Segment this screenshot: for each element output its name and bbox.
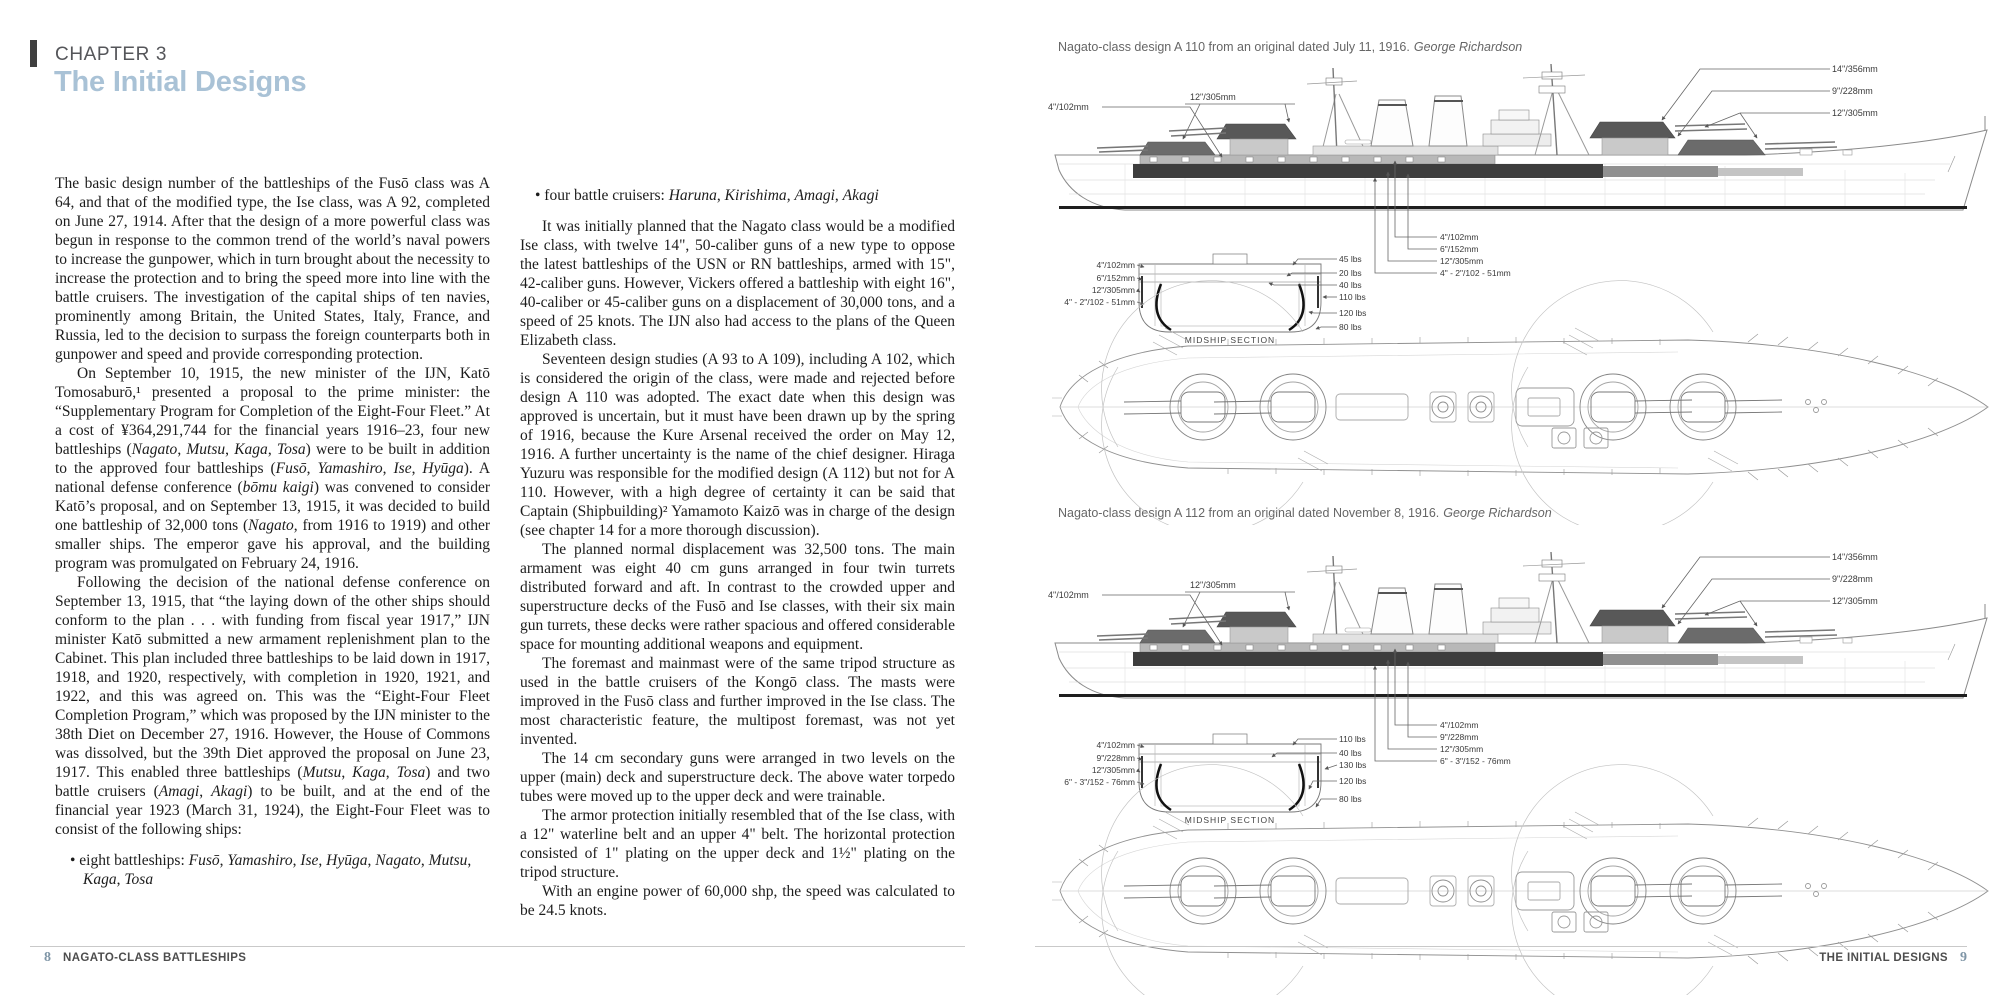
- paragraph: Following the decision of the national defense conference on September 13, 1915, that “the laying down of the other ships should conform to the plan . . . with funding from fiscal year 1917,” IJN minister Katō submitted a new armament replenishment plan to the Cabinet. This plan included three battleships to be laid down in 1917, 1918, and 1920, respectively, with completion in 1920, 1921, and 1922, and this was agreed on. This was the “Eight-Four Fleet Completion Program,” which was proposed by the IJN minister to the 38th Diet on December 27, 1916. However, the House of Commons was dissolved, but the 39th Diet approved the proposal on June 23, 1917. This enabled three battleships (Mutsu, Kaga, Tosa) and two battle cruisers (Amagi, Akagi) to be built, and at the end of the financial year 1923 (March 31, 1924), the Eight-Four Fleet was to consist of the following ships:: [55, 574, 491, 838]
- midship-section-caption: MIDSHIP SECTION: [1184, 335, 1276, 345]
- chapter-marker-bar: [30, 40, 37, 67]
- paragraph: With an engine power of 60,000 shp, the speed was calculated to be 24.5 knots.: [520, 883, 955, 919]
- paragraph: The armor protection initially resembled that of the Ise class, with a 12" waterline belt and an upper 4" belt. The horizontal protection consisted of 1" plating on the upper deck and 1½" plating on the tripod structure.: [520, 807, 955, 881]
- weight-label: 130 lbs: [1339, 760, 1367, 770]
- caption-credit: George Richardson: [1413, 40, 1523, 54]
- weight-label: 40 lbs: [1339, 280, 1362, 290]
- page-number: 8: [44, 950, 51, 965]
- midship-section-drawing: [1139, 734, 1321, 812]
- bullet-item: • four battle cruisers: Haruna, Kirishima, Amagi, Akagi: [535, 187, 879, 204]
- running-head: THE INITIAL DESIGNS: [1819, 952, 1948, 964]
- paragraph: The basic design number of the battleships of the Fusō class was A 64, and that of the modified type, the Ise class, was A 92, completed on June 27, 1914. After that the design of a more powerful class was begun in response to the common trend of the world’s naval powers to increase the gunpower, which in turn brought about the necessity to increase the protection and to bring the speed more into line with the battle cruisers. The investigation of the capital ships of ten navies, prominently among Britain, the United States, Italy, France, and Russia, led to the decision to surpass the foreign counterparts both in gunpower and speed and provide corresponding protection.: [55, 175, 490, 363]
- armor-label: 9"/228mm: [1832, 574, 1873, 584]
- paragraph: Seventeen design studies (A 93 to A 109), including A 102, which is considered the origin of the class, were made and rejected before design A 110 was adopted. The exact date when this design was approved is uncertain, but it must have been drawn up by the spring of 1916, because the Kure Arsenal received the order on May 12, 1916. A further uncertainty is the name of the chief designer. Hiraga Yuzuru was responsible for the modified design (A 112) but not for A 110. However, with a high degree of certainty it can be said that Captain (Shipbuilding)² Yamamoto Kaizō was in charge of the design (see chapter 14 for a more thorough discussion).: [520, 351, 955, 539]
- paragraph: It was initially planned that the Nagato class would be a modified Ise class, with twelve 14", 50-caliber guns of a new type to oppose the latest battleships of the USN or RN battleships, armed with 15", 42-caliber guns. However, Vickers offered a battleship with eight 16", 40-caliber or 45-caliber guns on a displacement of 30,000 tons, and a speed of 25 knots. The IJN also had access to the plans of the Queen Elizabeth class.: [520, 218, 955, 349]
- armor-label: 12"/305mm: [1091, 285, 1135, 295]
- armor-label: 4"/102mm: [1440, 232, 1479, 242]
- page-title: The Initial Designs: [54, 66, 307, 98]
- armor-label: 4"/102mm: [1096, 740, 1135, 750]
- armor-label: 6"/152mm: [1096, 273, 1135, 283]
- weight-label: 40 lbs: [1339, 748, 1362, 758]
- armor-label: 9"/228mm: [1832, 86, 1873, 96]
- armor-label: 9"/228mm: [1440, 732, 1479, 742]
- paragraph: The planned normal displacement was 32,500 tons. The main armament was eight 40 cm guns arranged in four twin turrets distributed forward and aft. In contrast to the crowded upper and superstructure decks of the Fusō and Ise classes, with their six main gun turrets, these decks were rather spacious and offered considerable space for mounting additional weapons and equipment.: [520, 541, 955, 653]
- weight-label: 80 lbs: [1339, 322, 1362, 332]
- armor-label: 12"/305mm: [1440, 256, 1484, 266]
- armor-label: 12"/305mm: [1832, 596, 1878, 606]
- weight-label: 110 lbs: [1339, 292, 1366, 302]
- page-number: 9: [1960, 950, 1967, 965]
- armor-label: 4"/102mm: [1048, 590, 1089, 600]
- weight-label: 45 lbs: [1339, 254, 1362, 264]
- weight-label: 110 lbs: [1339, 734, 1366, 744]
- armor-label: 12"/305mm: [1832, 108, 1878, 118]
- paragraph: The foremast and mainmast were of the same tripod structure as used in the battle cruisers of the Kongō class. The masts were improved in the Fusō class and further improved in the Ise class. The most characteristic feature, the multipost foremast, was not yet invented.: [520, 655, 955, 748]
- armor-label: 4"/102mm: [1096, 260, 1135, 270]
- weight-label: 120 lbs: [1339, 308, 1367, 318]
- armor-label: 12"/305mm: [1190, 92, 1236, 102]
- armor-label: 4" - 2"/102 - 51mm: [1064, 297, 1135, 307]
- armor-label: 4"/102mm: [1048, 102, 1089, 112]
- footer-rule-left: [30, 946, 965, 947]
- armor-label: 9"/228mm: [1096, 753, 1135, 763]
- paragraph: The 14 cm secondary guns were arranged in two levels on the upper (main) deck and superstructure deck. The above water torpedo tubes were moved up to the upper deck and were trainable.: [520, 750, 955, 805]
- chapter-label: CHAPTER 3: [55, 44, 168, 65]
- armor-label: 12"/305mm: [1440, 744, 1484, 754]
- weight-label: 20 lbs: [1339, 268, 1362, 278]
- armor-label: 12"/305mm: [1190, 580, 1236, 590]
- armor-label: 12"/305mm: [1091, 765, 1135, 775]
- midship-section-caption: MIDSHIP SECTION: [1184, 815, 1276, 825]
- paragraph: On September 10, 1915, the new minister of the IJN, Katō Tomosaburō,¹ presented a proposal to the prime minister: the “Supplementary Program for Completion of the Eight-Four Fleet.” At a cost of ¥364,291,744 for the financial years 1916–23, four new battleships (Nagato, Mutsu, Kaga, Tosa) were to be built in addition to the approved four battleships (Fusō, Yamashiro, Ise, Hyūga). A national defense conference (bōmu kaigi) was convened to consider Katō’s proposal, and on September 13, 1915, it was decided to build one battleship of 32,000 tons (Nagato, from 1916 to 1919) and other smaller ships. The emperor gave his approval, and the building program was promulgated on February 24, 1916.: [55, 365, 491, 572]
- running-head: NAGATO-CLASS BATTLESHIPS: [63, 952, 247, 964]
- armor-label: 6" - 3"/152 - 76mm: [1064, 777, 1135, 787]
- text-column-2: [520, 174, 955, 920]
- footer-left: [44, 948, 246, 966]
- armor-label: 6" - 3"/152 - 76mm: [1440, 756, 1511, 766]
- footer-right: [1819, 948, 1967, 966]
- armor-label: 14"/356mm: [1832, 64, 1878, 74]
- armor-label: 6"/152mm: [1440, 244, 1479, 254]
- armor-label: 4"/102mm: [1440, 720, 1479, 730]
- weight-label: 120 lbs: [1339, 776, 1367, 786]
- armor-label: 14"/356mm: [1832, 552, 1878, 562]
- diagram-a110: [1040, 50, 1995, 525]
- caption-credit: George Richardson: [1443, 506, 1552, 520]
- midship-section-drawing: [1139, 254, 1321, 332]
- footer-rule-right: [1035, 946, 1967, 947]
- caption-text: Nagato-class design A 110 from an original dated July 11, 1916.: [1058, 40, 1410, 54]
- armor-label: 4" - 2"/102 - 51mm: [1440, 268, 1511, 278]
- caption-text: Nagato-class design A 112 from an original dated November 8, 1916.: [1058, 506, 1440, 520]
- bullet-item: • eight battleships: Fusō, Yamashiro, Ise, Hyūga, Nagato, Mutsu, Kaga, Tosa: [70, 852, 472, 888]
- weight-label: 80 lbs: [1339, 794, 1362, 804]
- text-column-1: [55, 174, 490, 901]
- diagram-a112: [1040, 528, 1995, 995]
